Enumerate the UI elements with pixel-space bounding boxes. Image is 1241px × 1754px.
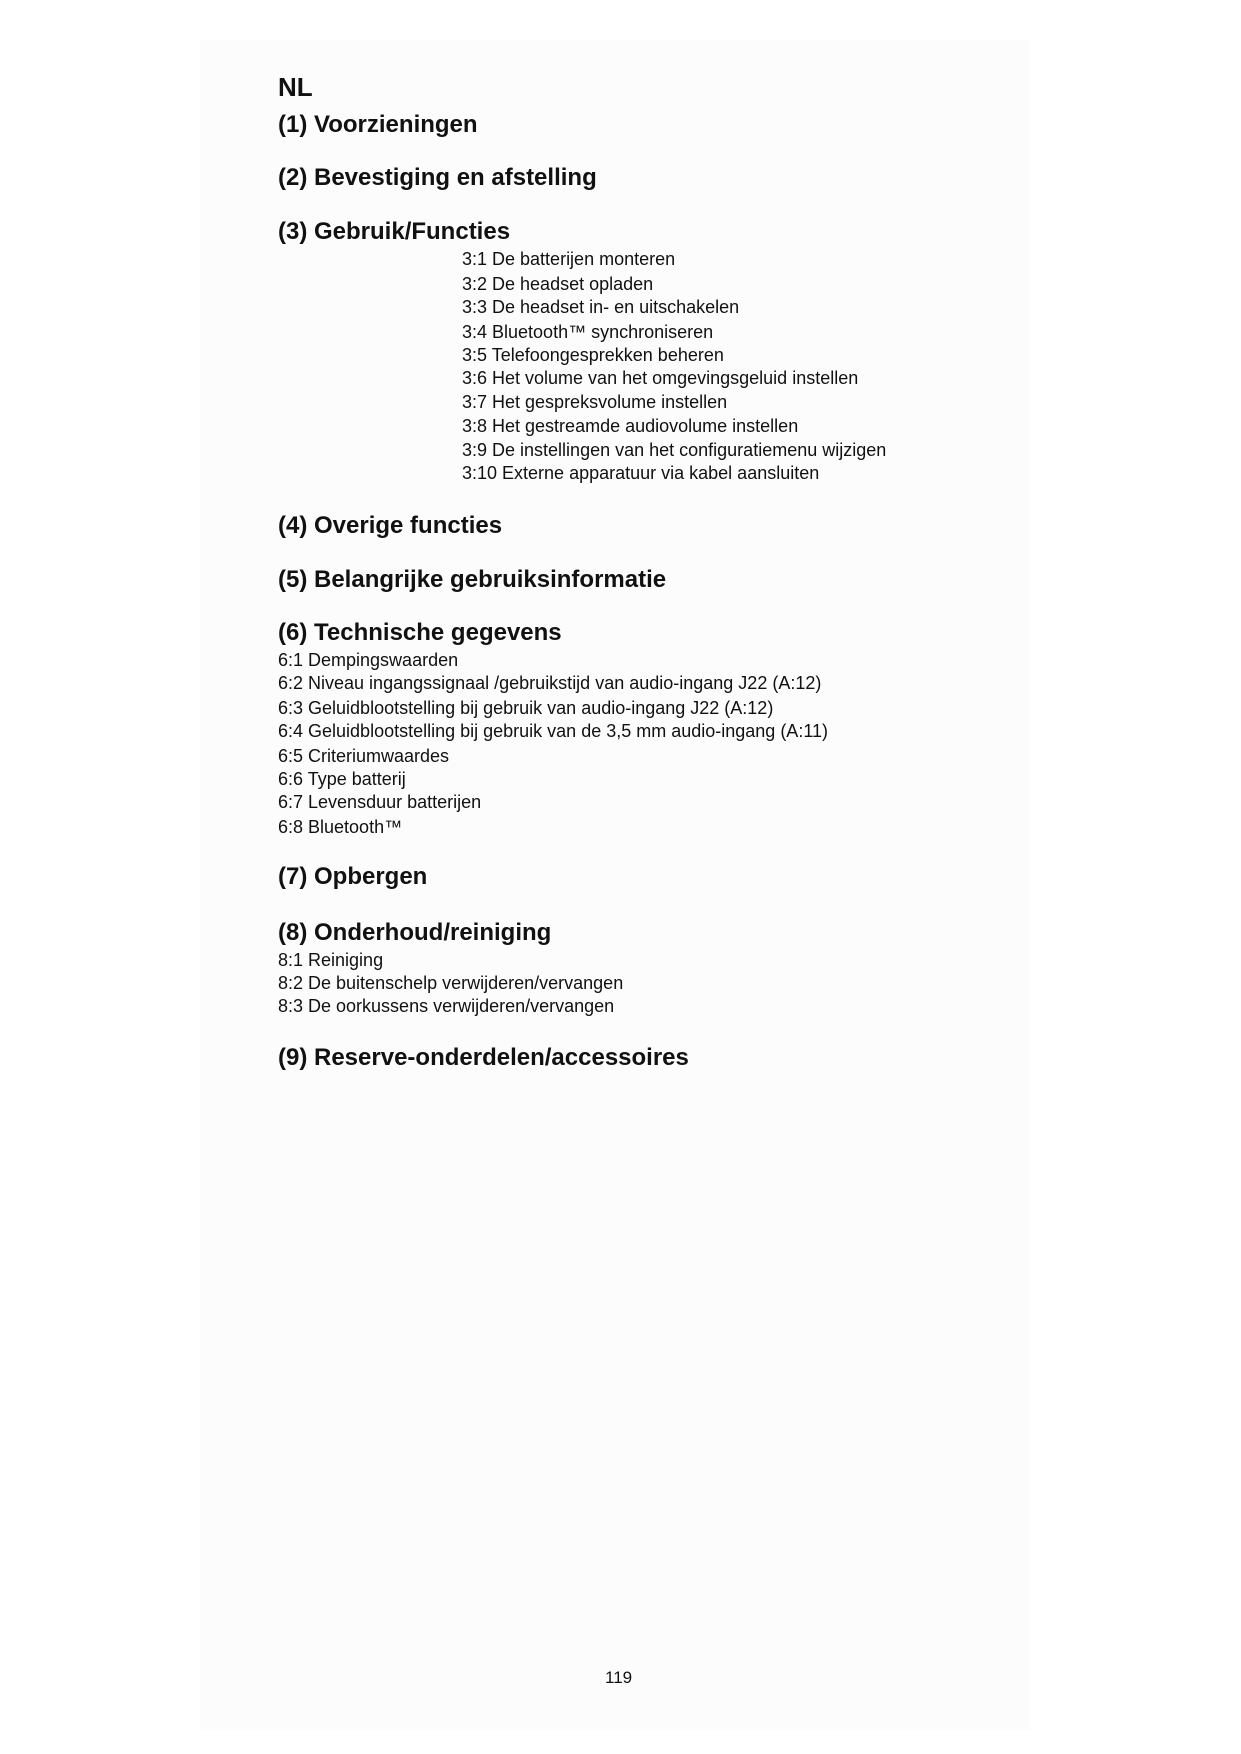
section-heading: (3) Gebruik/Functies	[278, 218, 511, 245]
toc-subitem: 3:1 De batterijen monteren	[462, 249, 676, 269]
toc-subitem: 6:1 Dempingswaarden	[278, 650, 459, 670]
toc-subitem: 3:6 Het volume van het omgevingsgeluid instellen	[462, 368, 859, 388]
toc-subitem: 8:3 De oorkussens verwijderen/vervangen	[278, 996, 615, 1016]
section-heading: (9) Reserve-onderdelen/accessoires	[278, 1044, 689, 1071]
toc-subitem: 6:2 Niveau ingangssignaal /gebruikstijd van audio-ingang J22 (A:12)	[278, 673, 822, 693]
section-heading: (6) Technische gegevens	[278, 619, 562, 646]
toc-subitem: 6:7 Levensduur batterijen	[278, 792, 482, 812]
toc-subitem: 6:6 Type batterij	[278, 769, 406, 789]
section-heading: (8) Onderhoud/reiniging	[278, 919, 552, 946]
toc-subitem: 3:4 Bluetooth™ synchroniseren	[462, 322, 714, 342]
toc-subitem: 3:2 De headset opladen	[462, 274, 654, 294]
toc-subitem: 3:10 Externe apparatuur via kabel aansluiten	[462, 463, 820, 483]
toc-subitem: 3:7 Het gespreksvolume instellen	[462, 392, 728, 412]
language-code: NL	[278, 72, 313, 102]
section-heading: (2) Bevestiging en afstelling	[278, 164, 597, 191]
toc-subitem: 8:2 De buitenschelp verwijderen/vervangen	[278, 973, 624, 993]
section-heading: (4) Overige functies	[278, 512, 503, 539]
toc-subitem: 8:1 Reiniging	[278, 950, 384, 970]
toc-subitem: 3:9 De instellingen van het configuratiemenu wijzigen	[462, 440, 887, 460]
toc-subitem: 6:8 Bluetooth™	[278, 817, 403, 837]
toc-subitem: 6:5 Criteriumwaardes	[278, 746, 450, 766]
toc-subitem: 6:3 Geluidblootstelling bij gebruik van audio-ingang J22 (A:12)	[278, 698, 774, 718]
toc-subitem: 6:4 Geluidblootstelling bij gebruik van de 3,5 mm audio-ingang (A:11)	[278, 721, 828, 741]
page-number: 119	[605, 1668, 633, 1687]
section-heading: (7) Opbergen	[278, 863, 428, 890]
toc-subitem: 3:8 Het gestreamde audiovolume instellen	[462, 416, 799, 436]
toc-subitem: 3:5 Telefoongesprekken beheren	[462, 345, 724, 365]
section-heading: (1) Voorzieningen	[278, 111, 478, 138]
toc-subitem: 3:3 De headset in- en uitschakelen	[462, 297, 740, 317]
section-heading: (5) Belangrijke gebruiksinformatie	[278, 566, 667, 593]
